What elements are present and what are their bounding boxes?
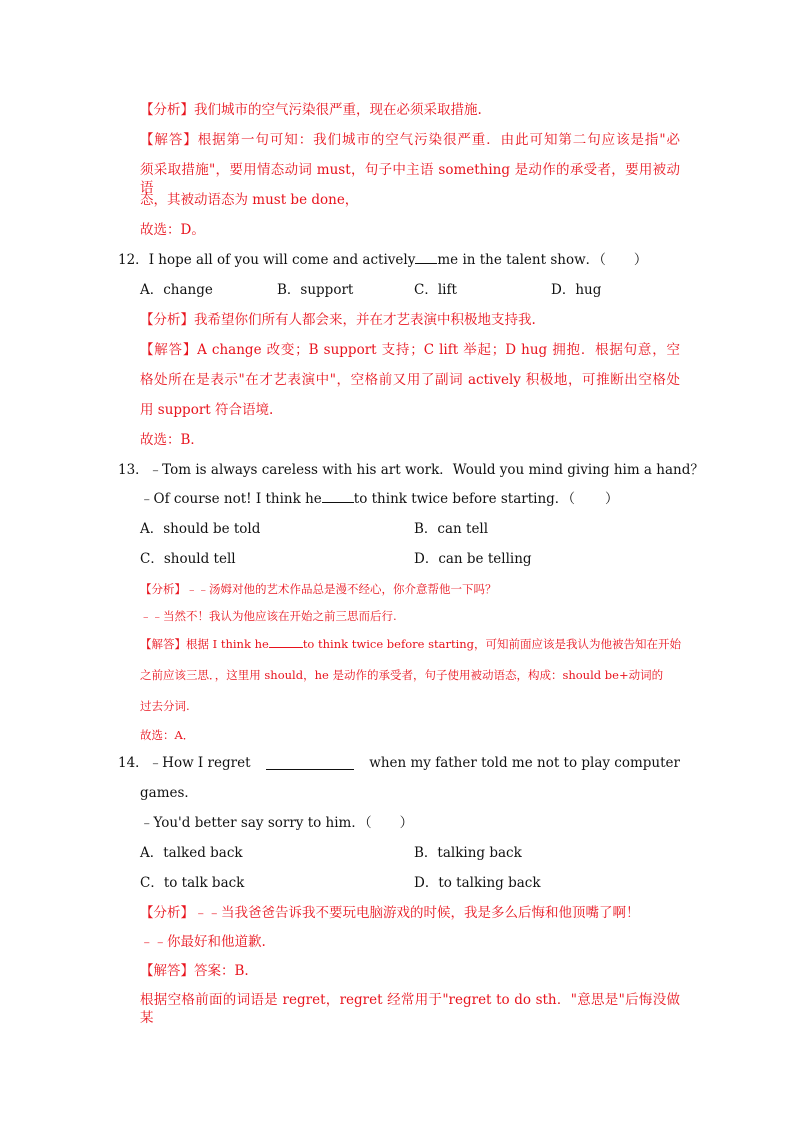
q12-choice: 故选：B．: [140, 432, 204, 448]
q14-option-b: B．talking back: [414, 845, 522, 861]
q14-explanation: 根据空格前面的词语是 regret，regret 经常用于"regret to do sth．"意思是"后悔没做某: [140, 992, 680, 1026]
q14-stem-line-2: games．: [140, 785, 198, 801]
q13-option-b: B．can tell: [414, 521, 489, 537]
q13-choice: 故选：A．: [140, 728, 195, 742]
q12-answer-line-2: 格处所在是表示"在才艺表演中"，空格前又用了副词 actively 积极地，可推断出空格处: [140, 372, 680, 388]
q11-choice: 故选：D。: [140, 222, 205, 238]
q13-stem-part-a: ﹣Of course not! I think he: [140, 491, 322, 507]
q14-analysis-line-1: 【分析】﹣﹣当我爸爸告诉我不要玩电脑游戏的时候，我是多么后悔和他顶嘴了啊！: [140, 905, 640, 921]
q14-stem-part-c: ﹣You'd better say sorry to him．（: [140, 815, 372, 831]
q12-stem: [118, 251, 647, 269]
q14-blank: [266, 757, 354, 770]
q12-stem-part-c: ）: [633, 252, 648, 268]
q13-stem-part-b: to think twice before starting．（: [353, 491, 576, 507]
q12-analysis: 【分析】我希望你们所有人都会来，并在才艺表演中积极地支持我.: [140, 312, 536, 328]
q13-number: 13．: [118, 462, 149, 478]
q12-number: 12．: [118, 252, 149, 268]
q11-answer-line-2: 须采取措施"，要用情态动词 must，句子中主语 something 是动作的承受者，要用被动语: [140, 162, 680, 196]
q13-option-a: A．should be told: [140, 521, 261, 537]
q14-stem-line-1: [118, 754, 680, 772]
q12-answer-line-1: 【解答】A change 改变；B support 支持；C lift 举起；D hug 拥抱．根据句意，空: [140, 342, 680, 358]
q12-stem-part-a: I hope all of you will come and actively: [148, 252, 416, 268]
q13-option-c: C．should tell: [140, 551, 236, 567]
q14-option-a: A．talked back: [140, 845, 243, 861]
q11-answer-line-1: 【解答】根据第一句可知：我们城市的空气污染很严重．由此可知第二句应该是指"必: [140, 132, 680, 148]
q13-answer-blank: [269, 636, 303, 648]
q13-answer-part-a: 【解答】根据 I think he: [140, 637, 269, 651]
q13-stem-line-2: [140, 490, 619, 508]
q12-option-d: D．hug: [551, 282, 602, 298]
q13-option-d: D．can be telling: [414, 551, 532, 567]
q14-stem-part-a: 14．﹣How I regret: [118, 755, 251, 771]
q14-answer: 【解答】答案：B.: [140, 963, 249, 979]
q14-stem-line-3: [140, 814, 413, 832]
q14-number: 14．: [118, 755, 149, 771]
q12-blank: [415, 251, 437, 264]
q12-option-a: A．change: [140, 282, 213, 298]
q13-stem-line-1: [118, 461, 704, 479]
q13-answer-line-3: 过去分词.: [140, 699, 190, 713]
q13-stem-part-c: ）: [605, 491, 619, 507]
q14-option-c: C．to talk back: [140, 875, 245, 891]
q12-option-b: B．support: [277, 282, 354, 298]
q13-answer-line-1: [140, 635, 681, 653]
q13-answer-line-2: 之前应该三思．，这里用 should，he 是动作的承受者，句子使用被动语态，构成：should be+动词的: [140, 668, 664, 682]
q13-analysis-line-2: ﹣﹣当然不！我认为他应该在开始之前三思而后行.: [140, 609, 397, 623]
q12-stem-part-b: me in the talent show．（: [437, 252, 606, 268]
q13-blank: [322, 490, 354, 503]
q13-analysis-line-1: 【分析】﹣﹣汤姆对他的艺术作品总是漫不经心，你介意帮他一下吗？: [140, 582, 497, 596]
q14-stem-part-d: ）: [399, 815, 414, 831]
q11-answer-line-3: 态，其被动语态为 must be done，: [140, 192, 359, 208]
q14-analysis-line-2: ﹣﹣你最好和他道歉.: [140, 934, 266, 950]
q14-stem-part-b: when my father told me not to play computer: [369, 755, 680, 771]
q13-answer-part-b: to think twice before starting，可知前面应该是我认为他被告知在开始: [302, 637, 682, 651]
q14-option-d: D．to talking back: [414, 875, 541, 891]
q11-analysis: 【分析】我们城市的空气污染很严重，现在必须采取措施.: [140, 102, 482, 118]
q12-option-c: C．lift: [414, 282, 457, 298]
q12-answer-line-3: 用 support 符合语境.: [140, 402, 274, 418]
q13-stem-line-1-text: ﹣Tom is always careless with his art work．Would you mind giving him a hand？: [148, 462, 704, 478]
